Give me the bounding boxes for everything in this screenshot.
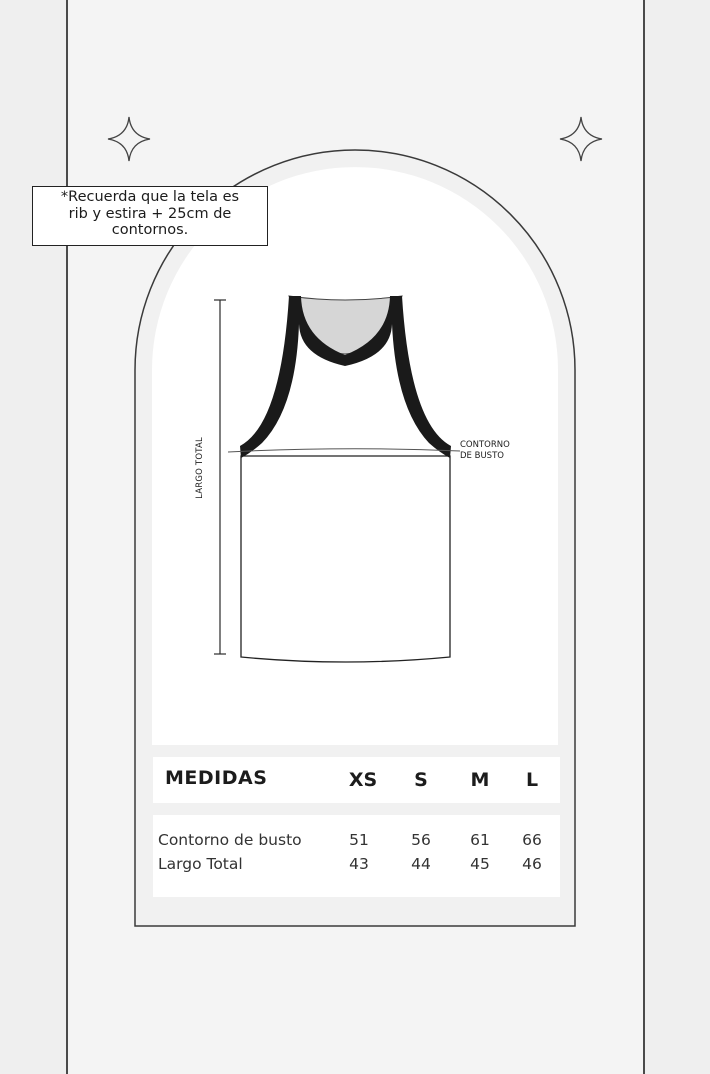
measurements-header [153, 757, 560, 803]
cell-length-m: 45 [470, 855, 490, 873]
cell-length-xs: 43 [349, 855, 369, 873]
cell-bust-l: 66 [522, 831, 542, 849]
cell-bust-xs: 51 [349, 831, 369, 849]
size-header-xs: XS [348, 769, 378, 791]
size-header-l: L [525, 769, 539, 791]
sparkle-icon-left [108, 117, 150, 161]
cell-length-l: 46 [522, 855, 542, 873]
cell-bust-m: 61 [470, 831, 490, 849]
measurements-title: MEDIDAS [165, 767, 268, 789]
cell-bust-s: 56 [411, 831, 431, 849]
length-label: LARGO TOTAL [195, 437, 205, 499]
size-header-s: S [414, 769, 428, 791]
measurements-table [153, 815, 560, 897]
row-label-bust: Contorno de busto [158, 831, 302, 849]
cell-length-s: 44 [411, 855, 431, 873]
bust-label: CONTORNO DE BUSTO [460, 440, 510, 461]
sparkle-icon-right [560, 117, 602, 161]
tank-top-body [241, 456, 450, 662]
size-header-m: M [470, 769, 490, 791]
row-label-length: Largo Total [158, 855, 243, 873]
fabric-note: *Recuerda que la tela es rib y estira + 25cm de contornos. [32, 186, 268, 246]
